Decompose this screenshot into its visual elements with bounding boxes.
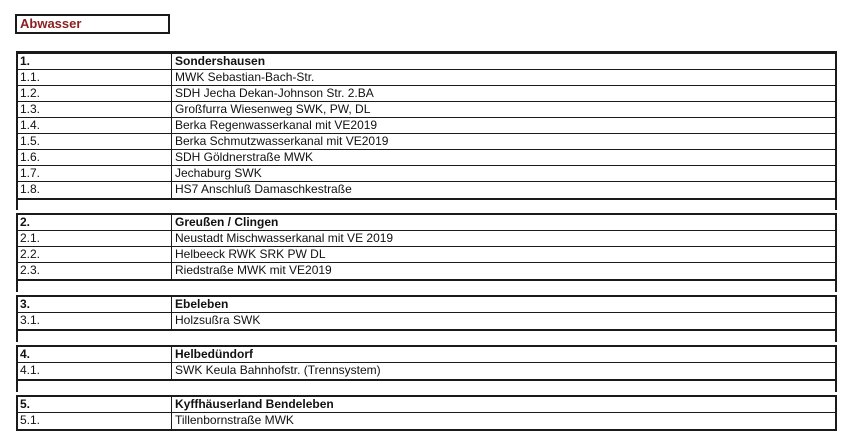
section-number: 3.: [18, 297, 172, 312]
table-row: [18, 118, 835, 134]
item-text: HS7 Anschluß Damaschkestraße: [175, 182, 352, 196]
item-number: 2.3.: [18, 263, 172, 279]
item-text: Berka Schmutzwasserkanal mit VE2019: [175, 134, 389, 148]
item-text: Riedstraße MWK mit VE2019: [175, 263, 332, 277]
section-helbeduendorf: [16, 345, 837, 381]
item-text: Neustadt Mischwasserkanal mit VE 2019: [175, 231, 394, 245]
section-spacer: [16, 379, 837, 392]
item-text: Berka Regenwasserkanal mit VE2019: [175, 118, 378, 132]
item-number: 2.2.: [18, 247, 172, 262]
section-number: 4.: [18, 347, 172, 362]
section-name: Helbedündorf: [175, 347, 253, 361]
item-text: SDH Jecha Dekan-Johnson Str. 2.BA: [175, 86, 374, 100]
item-text: SWK Keula Bahnhofstr. (Trennsystem): [175, 363, 381, 377]
document-title: Abwasser: [20, 16, 82, 31]
section-spacer: [16, 279, 837, 292]
item-number: 5.1.: [18, 413, 172, 429]
table-row: [18, 150, 835, 166]
item-number: 1.5.: [18, 134, 172, 149]
item-text: MWK Sebastian-Bach-Str.: [175, 70, 315, 84]
table-row: [18, 363, 835, 379]
table-row: [18, 263, 835, 279]
section-kyffhaeuserland-bendeleben: [16, 395, 837, 431]
section-number: 1.: [18, 54, 172, 69]
section-name: Greußen / Clingen: [175, 215, 279, 229]
item-text: SDH Göldnerstraße MWK: [175, 150, 314, 164]
item-number: 1.6.: [18, 150, 172, 165]
table-row: [18, 134, 835, 150]
section-name: Sondershausen: [175, 54, 266, 68]
section-header: [18, 347, 835, 363]
item-number: 1.1.: [18, 70, 172, 85]
section-spacer: [16, 329, 837, 342]
section-name: Ebeleben: [175, 297, 229, 311]
item-number: 1.2.: [18, 86, 172, 101]
item-number: 1.7.: [18, 166, 172, 181]
table-row: [18, 70, 835, 86]
item-number: 2.1.: [18, 231, 172, 246]
item-text: Tillenbornstraße MWK: [175, 413, 294, 427]
section-spacer: [16, 197, 837, 210]
section-sondershausen: [16, 51, 837, 200]
section-number: 5.: [18, 397, 172, 412]
section-header: [18, 297, 835, 313]
table-row: [18, 231, 835, 247]
item-number: 4.1.: [18, 363, 172, 379]
table-row: [18, 413, 835, 429]
document-title-box: [15, 14, 170, 34]
item-text: Helbeeck RWK SRK PW DL: [175, 247, 326, 261]
section-greussen-clingen: [16, 213, 837, 281]
table-row: [18, 182, 835, 198]
item-text: Jechaburg SWK: [175, 166, 262, 180]
section-header: [18, 397, 835, 413]
item-number: 1.8.: [18, 182, 172, 198]
item-text: Holzsußra SWK: [175, 313, 261, 327]
section-header: [18, 54, 835, 70]
section-ebeleben: [16, 295, 837, 331]
item-number: 1.4.: [18, 118, 172, 133]
section-header: [18, 215, 835, 231]
section-name: Kyffhäuserland Bendeleben: [175, 397, 334, 411]
table-row: [18, 86, 835, 102]
item-text: Großfurra Wiesenweg SWK, PW, DL: [175, 102, 371, 116]
table-row: [18, 247, 835, 263]
item-number: 3.1.: [18, 313, 172, 329]
section-number: 2.: [18, 215, 172, 230]
table-row: [18, 313, 835, 329]
table-row: [18, 102, 835, 118]
item-number: 1.3.: [18, 102, 172, 117]
table-row: [18, 166, 835, 182]
